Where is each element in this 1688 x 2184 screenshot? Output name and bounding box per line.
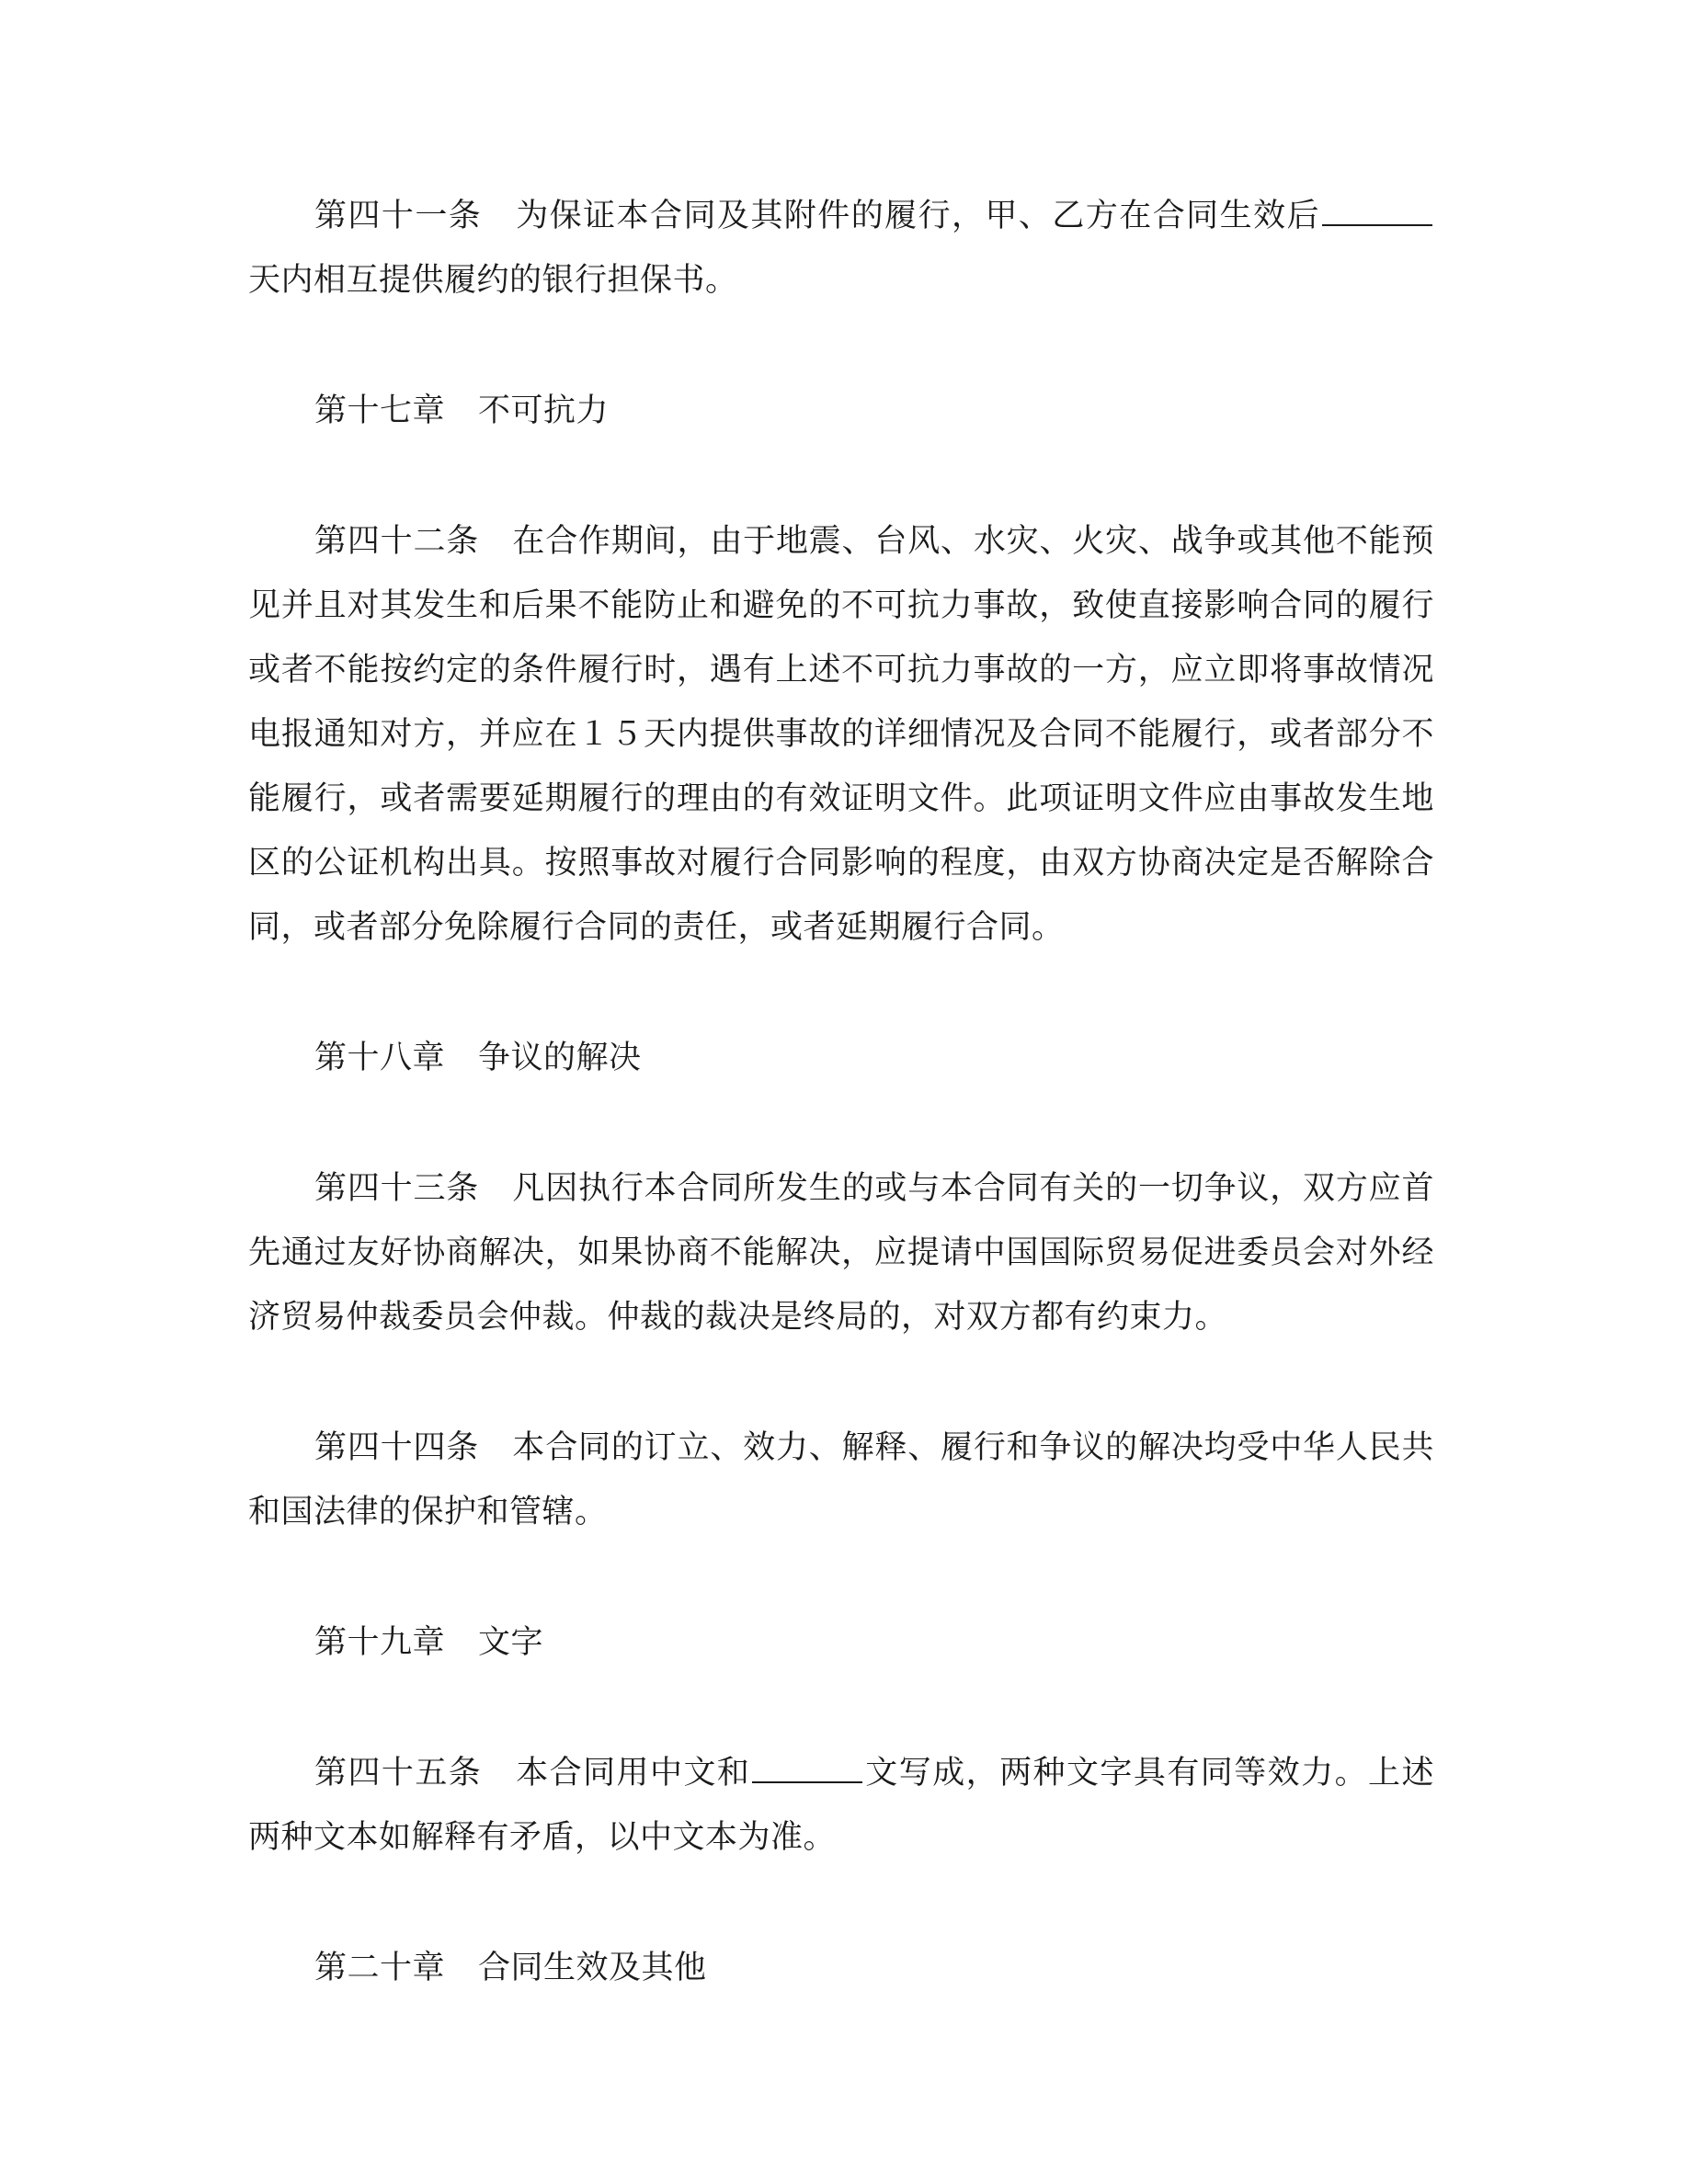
chapter-17-title: 不可抗力 (478, 392, 610, 429)
article-41-text-b: 天内相互提供履约的银行担保书。 (248, 262, 738, 299)
chapter-19-heading (248, 1610, 1434, 1675)
article-45 (248, 1741, 1434, 1870)
chapter-18-label: 第十八章 (314, 1040, 446, 1076)
article-42-label: 第四十二条 (314, 523, 480, 560)
document-page (248, 184, 1434, 2066)
chapter-19-label: 第十九章 (314, 1624, 446, 1661)
chapter-20-title: 合同生效及其他 (478, 1950, 707, 1986)
chapter-20-heading (248, 1936, 1434, 2000)
chapter-17-heading (248, 379, 1434, 443)
article-42-text: 在合作期间，由于地震、台风、水灾、火灾、战争或其他不能预见并且对其发生和后果不能防止和避免的不可抗力事故，致使直接影响合同的履行或者不能按约定的条件履行时，遇有上述不可抗力事故的一方，应立即将事故情况电报通知对方，并应在１５天内提供事故的详细情况及合同不能履行，或者部分不能履行，或者需要延期履行的理由的有效证明文件。此项证明文件应由事故发生地区的公证机构出具。按照事故对履行合同影响的程度，由双方协商决定是否解除合同，或者部分免除履行合同的责任，或者延期履行合同。 (248, 523, 1434, 946)
chapter-17-label: 第十七章 (314, 392, 446, 429)
chapter-18-title: 争议的解决 (478, 1040, 642, 1076)
article-42 (248, 509, 1434, 960)
article-44-text: 本合同的订立、效力、解释、履行和争议的解决均受中华人民共和国法律的保护和管辖。 (248, 1429, 1434, 1530)
article-45-blank[interactable] (752, 1753, 862, 1784)
article-43 (248, 1156, 1434, 1349)
chapter-20-label: 第二十章 (314, 1950, 446, 1986)
chapter-19-title: 文字 (478, 1624, 544, 1661)
article-43-text: 凡因执行本合同所发生的或与本合同有关的一切争议，双方应首先通过友好协商解决，如果协商不能解决，应提请中国国际贸易促进委员会对外经济贸易仲裁委员会仲裁。仲裁的裁决是终局的，对双方都有约束力。 (248, 1170, 1434, 1336)
article-44 (248, 1416, 1434, 1544)
article-45-label: 第四十五条 (314, 1755, 483, 1792)
article-41-text-a: 为保证本合同及其附件的履行，甲、乙方在合同生效后 (515, 198, 1320, 234)
article-45-text-a: 本合同用中文和 (515, 1755, 751, 1792)
chapter-18-heading (248, 1026, 1434, 1090)
article-45-text-b: 文写成，两种文字具有同等效力。上述两种文本如解释有矛盾，以中文本为准。 (248, 1755, 1434, 1856)
article-41-label: 第四十一条 (314, 198, 483, 234)
article-41-blank[interactable] (1322, 196, 1432, 227)
article-44-label: 第四十四条 (314, 1429, 480, 1466)
article-41 (248, 184, 1434, 313)
article-43-label: 第四十三条 (314, 1170, 480, 1207)
